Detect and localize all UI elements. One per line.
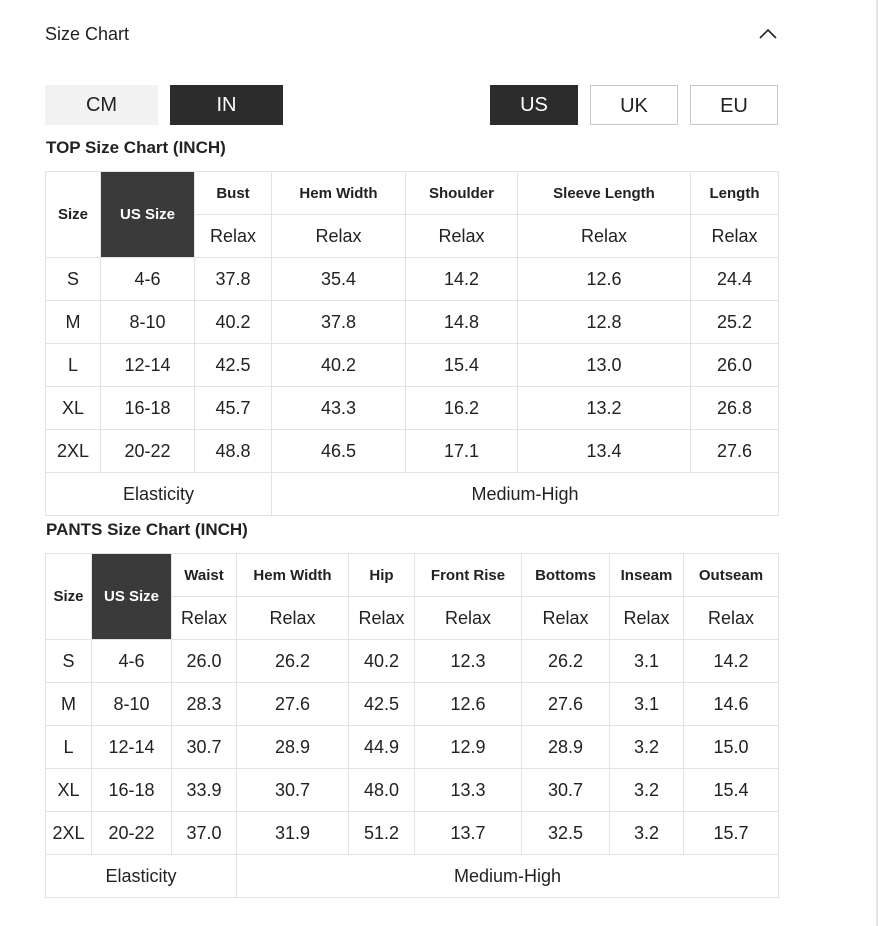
relax-label: Relax <box>406 215 518 258</box>
us-size-header: US Size <box>101 172 195 258</box>
relax-label: Relax <box>272 215 406 258</box>
table-cell: 14.6 <box>684 683 779 726</box>
table-cell: 15.4 <box>406 344 518 387</box>
table-cell: 30.7 <box>522 769 610 812</box>
table-row <box>46 640 779 683</box>
table-cell: 15.4 <box>684 769 779 812</box>
table-cell: 13.7 <box>415 812 522 855</box>
table-cell: 12.6 <box>518 258 691 301</box>
table-cell: 46.5 <box>272 430 406 473</box>
table-cell: 26.0 <box>172 640 237 683</box>
table-row <box>46 344 779 387</box>
table-row <box>46 769 779 812</box>
table-cell: 37.0 <box>172 812 237 855</box>
elasticity-row <box>46 855 779 898</box>
table-cell: L <box>46 726 92 769</box>
size-header: Size <box>46 554 92 640</box>
table-cell: 42.5 <box>195 344 272 387</box>
table-cell: 43.3 <box>272 387 406 430</box>
table-row <box>46 258 779 301</box>
table-cell: L <box>46 344 101 387</box>
table-cell: 15.0 <box>684 726 779 769</box>
table-cell: 28.3 <box>172 683 237 726</box>
table-cell: 31.9 <box>237 812 349 855</box>
size-header: Size <box>46 172 101 258</box>
table-cell: 13.3 <box>415 769 522 812</box>
relax-label: Relax <box>522 597 610 640</box>
relax-label: Relax <box>172 597 237 640</box>
column-header: Bottoms <box>522 554 610 597</box>
relax-label: Relax <box>415 597 522 640</box>
table-cell: 28.9 <box>522 726 610 769</box>
elasticity-label: Elasticity <box>46 855 237 898</box>
table-cell: 28.9 <box>237 726 349 769</box>
table-header-row <box>46 172 779 215</box>
pants-size-table <box>45 553 779 898</box>
column-header: Length <box>691 172 779 215</box>
table-cell: 12.8 <box>518 301 691 344</box>
relax-label: Relax <box>518 215 691 258</box>
table-cell: M <box>46 683 92 726</box>
elasticity-label: Elasticity <box>46 473 272 516</box>
table-cell: 25.2 <box>691 301 779 344</box>
table-cell: 48.0 <box>349 769 415 812</box>
table-cell: 13.0 <box>518 344 691 387</box>
table-cell: 51.2 <box>349 812 415 855</box>
table-cell: 4-6 <box>101 258 195 301</box>
table-row <box>46 726 779 769</box>
top-size-table <box>45 171 779 516</box>
column-header: Hip <box>349 554 415 597</box>
table-cell: 48.8 <box>195 430 272 473</box>
table-cell: 3.2 <box>610 726 684 769</box>
table-cell: 17.1 <box>406 430 518 473</box>
table-cell: 33.9 <box>172 769 237 812</box>
table-cell: 4-6 <box>92 640 172 683</box>
table-cell: 12.3 <box>415 640 522 683</box>
table-cell: 42.5 <box>349 683 415 726</box>
table-cell: 27.6 <box>522 683 610 726</box>
column-header: Waist <box>172 554 237 597</box>
table-cell: 13.4 <box>518 430 691 473</box>
table-cell: 3.2 <box>610 812 684 855</box>
column-header: Outseam <box>684 554 779 597</box>
table-row <box>46 430 779 473</box>
table-cell: 2XL <box>46 430 101 473</box>
table-cell: 40.2 <box>272 344 406 387</box>
relax-label: Relax <box>349 597 415 640</box>
table-cell: 32.5 <box>522 812 610 855</box>
relax-label: Relax <box>691 215 779 258</box>
column-header: Front Rise <box>415 554 522 597</box>
table-cell: 26.0 <box>691 344 779 387</box>
table-cell: 12-14 <box>92 726 172 769</box>
us-size-header: US Size <box>92 554 172 640</box>
relax-label: Relax <box>684 597 779 640</box>
table-cell: 40.2 <box>195 301 272 344</box>
table-cell: 30.7 <box>237 769 349 812</box>
table-header-row <box>46 554 779 597</box>
table-cell: 12-14 <box>101 344 195 387</box>
region-eu-button[interactable]: EU <box>690 85 778 125</box>
table-cell: 37.8 <box>272 301 406 344</box>
table-cell: 27.6 <box>237 683 349 726</box>
table-cell: 8-10 <box>92 683 172 726</box>
elasticity-value: Medium-High <box>272 473 779 516</box>
table-cell: 14.2 <box>684 640 779 683</box>
table-cell: 37.8 <box>195 258 272 301</box>
table-cell: S <box>46 258 101 301</box>
size-chart-title: Size Chart <box>45 24 130 44</box>
table-cell: 27.6 <box>691 430 779 473</box>
table-cell: 30.7 <box>172 726 237 769</box>
relax-label: Relax <box>610 597 684 640</box>
column-header: Inseam <box>610 554 684 597</box>
column-header: Hem Width <box>237 554 349 597</box>
column-header: Shoulder <box>406 172 518 215</box>
table-cell: 3.2 <box>610 769 684 812</box>
region-uk-button[interactable]: UK <box>590 85 678 125</box>
table-cell: 2XL <box>46 812 92 855</box>
column-header: Bust <box>195 172 272 215</box>
table-cell: 14.8 <box>406 301 518 344</box>
table-row <box>46 387 779 430</box>
table-cell: 20-22 <box>92 812 172 855</box>
table-row <box>46 683 779 726</box>
table-cell: 16.2 <box>406 387 518 430</box>
region-us-button[interactable]: US <box>490 85 578 125</box>
table-cell: 3.1 <box>610 640 684 683</box>
table-cell: 16-18 <box>92 769 172 812</box>
size-chart-header[interactable] <box>45 22 778 46</box>
unit-cm-button[interactable]: CM <box>45 85 158 125</box>
table-cell: 20-22 <box>101 430 195 473</box>
table-cell: 12.6 <box>415 683 522 726</box>
elasticity-row <box>46 473 779 516</box>
column-header: Sleeve Length <box>518 172 691 215</box>
elasticity-value: Medium-High <box>237 855 779 898</box>
table-cell: 26.2 <box>522 640 610 683</box>
table-cell: XL <box>46 769 92 812</box>
table-cell: 14.2 <box>406 258 518 301</box>
top-size-chart-title: TOP Size Chart (INCH) <box>46 138 226 157</box>
chevron-up-icon[interactable] <box>758 24 778 44</box>
table-cell: 45.7 <box>195 387 272 430</box>
table-cell: 26.8 <box>691 387 779 430</box>
table-cell: 16-18 <box>101 387 195 430</box>
table-cell: 35.4 <box>272 258 406 301</box>
relax-label: Relax <box>195 215 272 258</box>
table-cell: 15.7 <box>684 812 779 855</box>
table-cell: 8-10 <box>101 301 195 344</box>
table-cell: 44.9 <box>349 726 415 769</box>
table-cell: S <box>46 640 92 683</box>
table-cell: M <box>46 301 101 344</box>
table-cell: 26.2 <box>237 640 349 683</box>
table-cell: 24.4 <box>691 258 779 301</box>
table-cell: 13.2 <box>518 387 691 430</box>
table-row <box>46 812 779 855</box>
table-cell: 12.9 <box>415 726 522 769</box>
table-cell: 40.2 <box>349 640 415 683</box>
pants-size-chart-title: PANTS Size Chart (INCH) <box>46 520 248 539</box>
table-cell: 3.1 <box>610 683 684 726</box>
table-row <box>46 301 779 344</box>
relax-label: Relax <box>237 597 349 640</box>
table-cell: XL <box>46 387 101 430</box>
column-header: Hem Width <box>272 172 406 215</box>
unit-in-button[interactable]: IN <box>170 85 283 125</box>
